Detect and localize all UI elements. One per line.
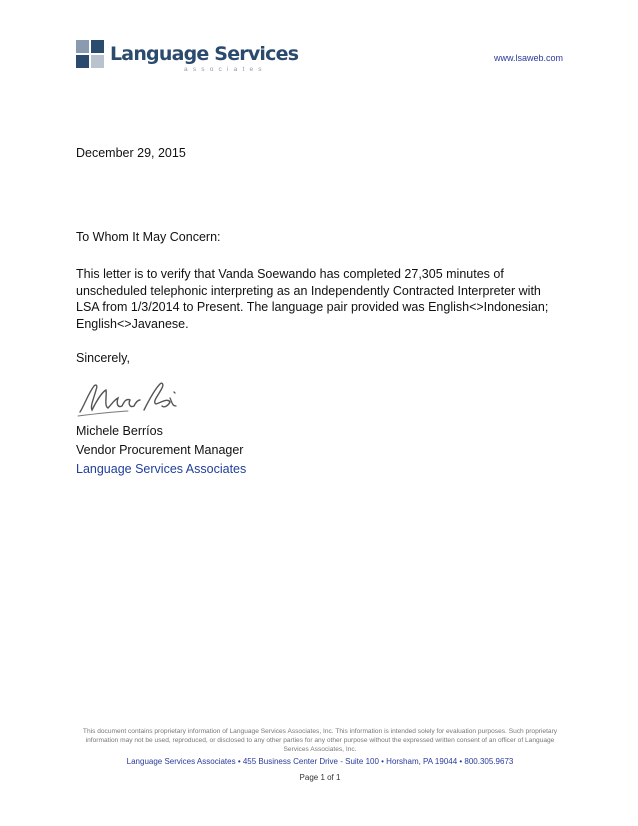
logo-subtitle: associates xyxy=(184,66,267,73)
letter-date: December 29, 2015 xyxy=(76,146,186,160)
handwritten-signature xyxy=(74,376,184,420)
signer-name: Michele Berríos xyxy=(76,424,163,438)
logo-name: Language Services xyxy=(110,43,299,65)
signer-company: Language Services Associates xyxy=(76,462,247,476)
signer-title: Vendor Procurement Manager xyxy=(76,443,244,457)
company-logo xyxy=(76,40,299,74)
logo-squares-icon xyxy=(76,40,106,72)
website-link[interactable]: www.lsaweb.com xyxy=(493,53,563,63)
letter-closing: Sincerely, xyxy=(76,351,130,365)
letter-body: This letter is to verify that Vanda Soewando has completed 27,305 minutes of unscheduled telephonic interpreting as an Independently Contracted Interpreter with LSA from 1/3/2014 to Present. The language pair provided was English<>Indonesian; English<>Javanese. xyxy=(76,267,549,331)
letter-greeting: To Whom It May Concern: xyxy=(76,230,221,244)
page-number: Page 1 of 1 xyxy=(299,773,341,782)
footer-disclaimer: This document contains proprietary information of Language Services Associates, Inc. This information is intended solely for evaluation purposes. Such proprietary information may not be used, reproduced, or disclosed to any other parties for any other purpose without the expressed written consent of an officer of Language Services Associates, Inc. xyxy=(82,728,558,753)
footer-address: Language Services Associates • 455 Business Center Drive - Suite 100 • Horsham, PA 19044 • 800.305.9673 xyxy=(126,757,514,766)
